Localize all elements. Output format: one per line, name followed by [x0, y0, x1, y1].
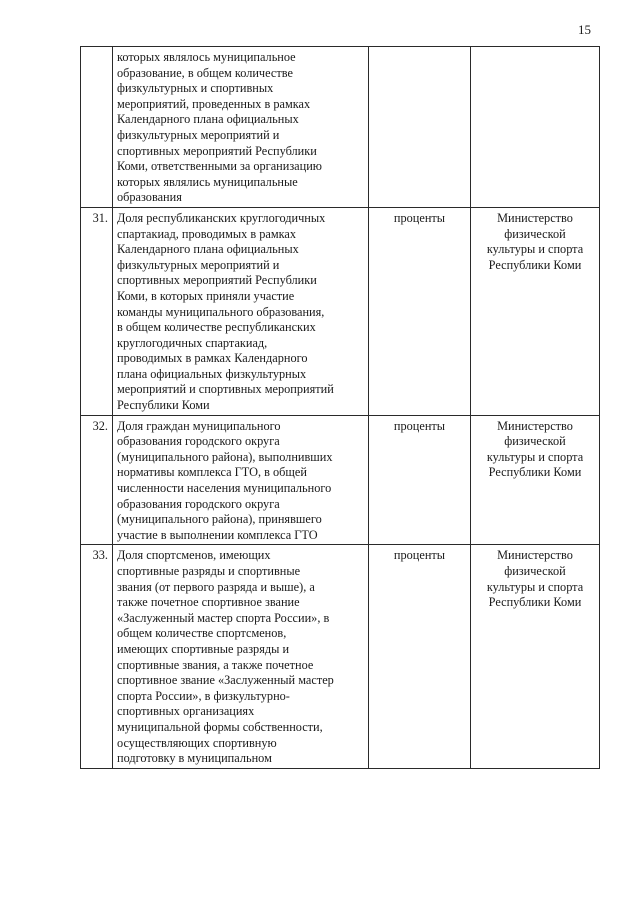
responsible-line: Республики Коми	[488, 465, 582, 480]
indicator-name-line: спорта России», в физкультурно-	[117, 688, 290, 703]
responsible-line: физической	[504, 564, 566, 578]
responsible-line: физической	[504, 226, 566, 241]
indicator-name	[113, 415, 369, 545]
responsible-line: Министерство	[497, 210, 573, 225]
indicator-name-line: Доля граждан муниципального	[117, 418, 281, 433]
indicator-name-line: звания (от первого разряда и выше), а	[117, 579, 315, 594]
indicator-name-line: имеющих спортивные разряды и	[117, 641, 290, 656]
indicator-name-line: Коми, ответственными за организацию	[117, 159, 322, 174]
indicator-name-line: (муниципального района), принявшего	[117, 512, 322, 527]
unit-cell: проценты	[369, 207, 471, 415]
indicator-name-line: в общем количестве республиканских	[117, 320, 316, 335]
page-number: 15	[578, 22, 591, 37]
indicators-table	[80, 46, 600, 769]
responsible-line: Республики Коми	[488, 595, 582, 610]
indicator-name-line: круглогодичных спартакиад,	[117, 335, 268, 350]
responsible-line: Республики Коми	[488, 257, 582, 272]
indicator-name-line: образования городского округа	[117, 434, 280, 449]
indicator-name-line: спортивных организациях	[117, 704, 255, 719]
indicator-name-line: спортивные разряды и спортивные	[117, 564, 301, 578]
indicator-name	[113, 545, 369, 768]
table-row-33	[81, 545, 600, 768]
indicator-name-line: физкультурных мероприятий и	[117, 257, 280, 272]
indicator-name-line: также почетное спортивное звание	[117, 595, 300, 610]
indicator-name-line: общем количестве спортсменов,	[117, 626, 287, 641]
indicator-name-line: Доля республиканских круглогодичных	[117, 210, 326, 225]
indicator-name-line: осуществляющих спортивную	[117, 735, 277, 750]
indicator-name-line: физкультурных мероприятий и	[117, 127, 280, 142]
table-row-31	[81, 207, 600, 415]
responsible-line: Министерство	[497, 418, 573, 433]
indicator-name-line: физкультурных и спортивных	[117, 81, 274, 96]
indicator-name-line: спортивное звание «Заслуженный мастер	[117, 673, 334, 688]
indicator-name-line: нормативы комплекса ГТО, в общей	[117, 465, 307, 480]
responsible-line: культуры и спорта	[486, 579, 584, 594]
row-number: 31.	[81, 207, 113, 415]
indicator-name-line: Доля спортсменов, имеющих	[117, 548, 271, 563]
indicator-name-line: подготовку в муниципальном	[117, 751, 272, 766]
indicator-name-line: Коми, в которых приняли участие	[117, 288, 295, 303]
indicator-name-line: спартакиад, проводимых в рамках	[117, 226, 297, 241]
indicator-name-line: численности населения муниципального	[117, 481, 332, 496]
unit-cell: проценты	[369, 545, 471, 768]
row-number	[81, 47, 113, 208]
indicator-name-line: муниципальной формы собственности,	[117, 719, 323, 734]
indicator-name-line: «Заслуженный мастер спорта России», в	[117, 610, 330, 625]
indicator-name-line: плана официальных физкультурных	[117, 366, 307, 381]
table-row-continuation	[81, 47, 600, 208]
indicator-name-line: спортивных мероприятий Республики	[117, 143, 317, 158]
indicator-name-line: образования городского округа	[117, 496, 280, 511]
row-number: 33.	[81, 545, 113, 768]
indicator-name-line: Республики Коми	[117, 398, 210, 413]
responsible-cell	[471, 47, 600, 208]
responsible-line: физической	[504, 434, 566, 449]
table-row-32	[81, 415, 600, 545]
indicator-name-line: спортивных мероприятий Республики	[117, 273, 317, 288]
indicator-name-line: мероприятий и спортивных мероприятий	[117, 382, 334, 397]
indicator-name	[113, 47, 369, 208]
responsible-cell	[471, 545, 600, 768]
indicator-name-line: Календарного плана официальных	[117, 242, 299, 257]
indicator-name-line: которых являлось муниципальное	[117, 50, 296, 64]
indicator-name-line: которых являлись муниципальные	[117, 174, 298, 189]
responsible-line: культуры и спорта	[486, 242, 584, 257]
indicator-name-line: мероприятий, проведенных в рамках	[117, 96, 311, 111]
indicator-name-line: команды муниципального образования,	[117, 304, 325, 319]
indicator-name-line: образования	[117, 190, 182, 205]
indicator-name-line: участие в выполнении комплекса ГТО	[117, 527, 318, 542]
unit-cell: проценты	[369, 415, 471, 545]
indicator-name-line: образование, в общем количестве	[117, 65, 293, 80]
indicator-name-line: (муниципального района), выполнивших	[117, 449, 333, 464]
responsible-cell	[471, 207, 600, 415]
unit-cell	[369, 47, 471, 208]
indicator-name	[113, 207, 369, 415]
responsible-line: Министерство	[497, 548, 573, 563]
responsible-cell	[471, 415, 600, 545]
row-number: 32.	[81, 415, 113, 545]
indicator-name-line: Календарного плана официальных	[117, 112, 299, 127]
indicator-name-line: спортивные звания, а также почетное	[117, 657, 314, 672]
indicator-name-line: проводимых в рамках Календарного	[117, 351, 308, 366]
responsible-line: культуры и спорта	[486, 449, 584, 464]
